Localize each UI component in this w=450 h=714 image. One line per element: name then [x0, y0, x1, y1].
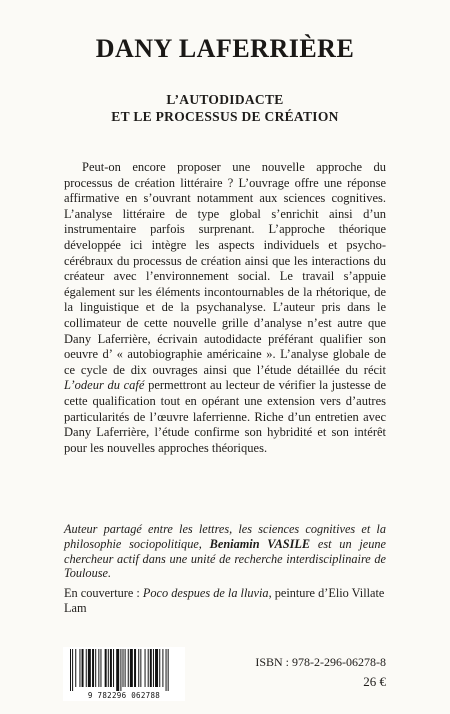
- bio-text-part-2: est un jeune chercheur actif dans une unité de recherche interdisciplinaire de Toulouse.: [64, 536, 386, 581]
- barcode-bar: [162, 649, 163, 687]
- book-author: DANY LAFERRIÈRE: [95, 34, 355, 63]
- barcode-bar: [70, 649, 71, 691]
- barcode-bar: [72, 649, 73, 691]
- cited-work-title: L’odeur du café: [64, 378, 145, 393]
- barcode-bar: [82, 649, 84, 687]
- barcode-bar: [100, 649, 101, 687]
- cover-credit-suffix: , peinture d’Elio Villate Lam: [64, 586, 385, 615]
- author-bio: [64, 522, 386, 581]
- barcode-bar: [86, 649, 87, 687]
- barcode-bar: [88, 649, 91, 687]
- book-title-line-1: L’AUTODIDACTE: [166, 92, 284, 107]
- cover-artwork-title: Poco despues de la lluvia: [142, 586, 269, 600]
- barcode-bar: [125, 649, 126, 687]
- barcode-bar: [120, 649, 121, 691]
- barcode-bar: [113, 649, 114, 687]
- barcode-bar: [92, 649, 94, 687]
- barcode-bar: [128, 649, 129, 687]
- cover-credit-prefix: En couverture :: [64, 586, 140, 600]
- barcode-bar: [116, 649, 119, 691]
- barcode-bar: [108, 649, 109, 687]
- barcode-bar: [153, 649, 154, 687]
- barcode-digits: 9 782296 062788: [87, 691, 161, 700]
- barcode-bar: [140, 649, 141, 687]
- book-title-line-2: ET LE PROCESSUS DE CRÉATION: [111, 109, 339, 124]
- back-cover-summary: [64, 160, 386, 456]
- summary-text-part-1: Peut-on encore proposer une nouvelle approche du processus de création littéraire ? L’ouvrage offre une réponse affirmative en s’ouvrant notamment aux sciences cognitives. L’analyse littéraire de type global s’enrichit ainsi d’un instrumentaire parfois surprenant. L’approche théorique développée ici intègre les aspects individuels et psycho-cérébraux du processus de création ainsi que les interactions du créateur avec l’environnement social. Le travail s’appuie également sur les éléments incontournables de la rhétorique, de la linguistique et de la psychanalyse. L’auteur pris dans le collimateur de cette nouvelle grille d’analyse n’est autre que Dany Laferrière, écrivain autodidacte préférant qualifier son oeuvre d’ « autobiographie américaine ». L’analyse globale de ce cycle de dix ouvrages ainsi que l’étude détaillée du récit: [64, 160, 386, 377]
- barcode-bar: [138, 649, 139, 687]
- barcode-bar: [150, 649, 152, 687]
- barcode: [63, 647, 185, 701]
- isbn: ISBN : 978-2-296-06278-8: [255, 655, 386, 669]
- barcode-bar: [159, 649, 160, 687]
- price: 26 €: [363, 674, 386, 689]
- barcode-bar: [110, 649, 112, 687]
- barcode-bars: [68, 647, 180, 691]
- barcode-bar: [79, 649, 80, 687]
- barcode-bar: [105, 649, 107, 687]
- barcode-bar: [166, 649, 167, 691]
- barcode-bar: [148, 649, 149, 687]
- barcode-bar: [95, 649, 96, 687]
- cover-credit: [64, 586, 386, 616]
- barcode-bar: [134, 649, 136, 687]
- barcode-bar: [145, 649, 146, 687]
- barcode-bar: [75, 649, 76, 687]
- bio-text-part-1: Auteur partagé entre les lettres, les sciences cognitives et la philosophie sociopolitique,: [64, 522, 386, 551]
- barcode-bar: [123, 649, 124, 687]
- bio-author-name: Beniamin VASILE: [209, 536, 311, 551]
- barcode-bar: [130, 649, 133, 687]
- summary-text-part-2: permettront au lecteur de vérifier la justesse de cette qualification tout en opérant une extension vers d’autres particularités de l’œuvre laferrienne. Riche d’un entretien avec Dany Laferrière, l’étude confirme son hybridité et son intérêt pour les nouvelles approches théoriques.: [64, 378, 387, 455]
- barcode-bar: [155, 649, 158, 687]
- barcode-bar: [168, 649, 169, 691]
- barcode-bar: [98, 649, 99, 687]
